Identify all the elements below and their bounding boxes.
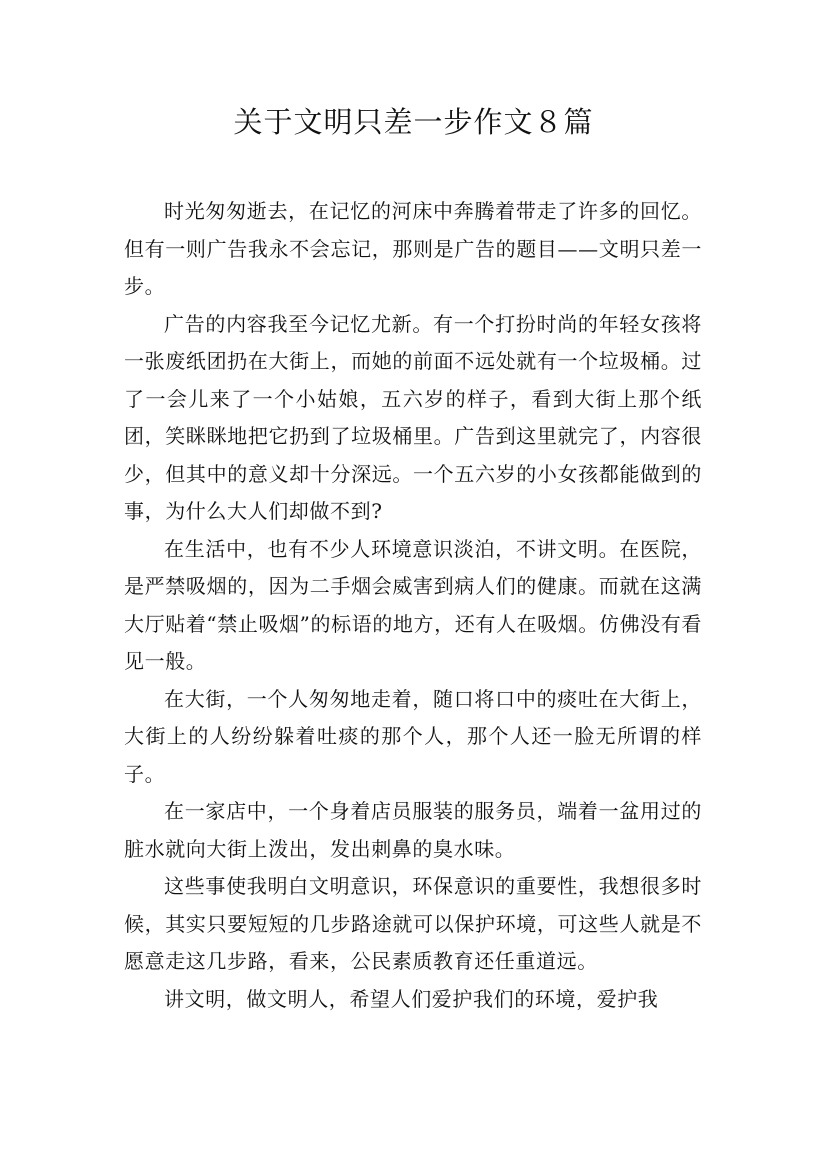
- paragraph: 时光匆匆逝去，在记忆的河床中奔腾着带走了许多的回忆。但有一则广告我永不会忘记，那则是广告的题目——文明只差一步。: [124, 199, 702, 298]
- paragraph: 广告的内容我至今记忆尤新。有一个打扮时尚的年轻女孩将一张废纸团扔在大街上，而她的前面不远处就有一个垃圾桶。过了一会儿来了一个小姑娘，五六岁的样子，看到大街上那个纸团，笑眯眯地把它扔到了垃圾桶里。广告到这里就完了，内容很少，但其中的意义却十分深远。一个五六岁的小女孩都能做到的事，为什么大人们却做不到?: [124, 311, 702, 523]
- document-title: 关于文明只差一步作文８篇: [233, 105, 594, 139]
- paragraph: 在生活中，也有不少人环境意识淡泊，不讲文明。在医院，是严禁吸烟的，因为二手烟会威害到病人们的健康。而就在这满大厅贴着“禁止吸烟”的标语的地方，还有人在吸烟。仿佛没有看见一般。: [124, 536, 702, 673]
- document-body: [124, 193, 702, 1018]
- paragraph: 在大街，一个人匆匆地走着，随口将口中的痰吐在大街上，大街上的人纷纷躲着吐痰的那个人，那个人还一脸无所谓的样子。: [124, 686, 702, 786]
- paragraph: 在一家店中，一个身着店员服装的服务员，端着一盆用过的脏水就向大街上泼出，发出刺鼻的臭水味。: [124, 799, 702, 861]
- paragraph: 这些事使我明白文明意识，环保意识的重要性，我想很多时候，其实只要短短的几步路途就可以保护环境，可这些人就是不愿意走这几步路，看来，公民素质教育还任重道远。: [124, 874, 702, 973]
- paragraph: 讲文明，做文明人，希望人们爱护我们的环境，爱护我: [164, 986, 659, 1011]
